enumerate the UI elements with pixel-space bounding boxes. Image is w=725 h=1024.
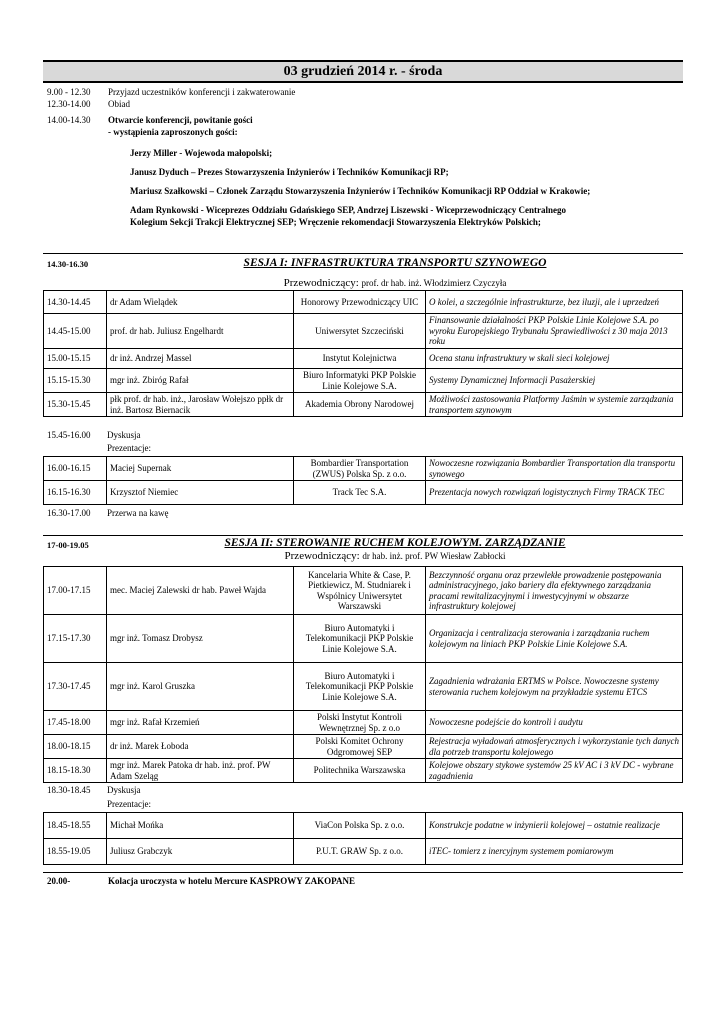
talk-speaker: mgr inż. Zbiróg Rafał [107, 369, 294, 393]
presentations-label: Prezentacje: [107, 799, 151, 809]
talk-topic: Kolejowe obszary stykowe systemów 25 kV AC i 3 kV DC - wybrane zagadnienia [426, 759, 683, 783]
divider [43, 872, 683, 873]
talk-speaker: dr inż. Marek Łoboda [107, 735, 294, 759]
table-row [44, 481, 683, 505]
talk-time: 18.55-19.05 [44, 839, 107, 865]
session2-table [43, 566, 683, 783]
closing-row [47, 876, 355, 886]
guest-line: Adam Rynkowski - Wiceprezes Oddziału Gdańskiego SEP, Andrzej Liszewski - Wiceprzewodniczący Centralnego [130, 205, 567, 215]
table-row [44, 393, 683, 417]
table-row [44, 735, 683, 759]
table-row [44, 839, 683, 865]
talk-topic: Prezentacja nowych rozwiązań logistycznych Firmy TRACK TEC [426, 481, 683, 505]
agenda-text: Przyjazd uczestników konferencji i zakwaterowanie [108, 87, 296, 97]
agenda-subtext: - wystąpienia zaproszonych gości: [108, 127, 238, 137]
session-time: 14.30-16.30 [47, 259, 89, 269]
talk-topic: Bezczynność organu oraz przewlekłe prowadzenie postępowania administracyjnego, jako bariery dla efektywnego zarządzania pracami rewitalizacyjnymi i inwestycyjnymi w obszarze infrastruktury kolejowej [426, 567, 683, 615]
talk-speaker: Juliusz Grabczyk [107, 839, 294, 865]
agenda-time: 9.00 - 12.30 [47, 87, 91, 97]
table-row [44, 615, 683, 663]
talk-topic: Konstrukcje podatne w inżynierii kolejowej – ostatnie realizacje [426, 813, 683, 839]
chair-label: Przewodniczący: [283, 277, 359, 289]
table-row [44, 759, 683, 783]
talk-time: 17.45-18.00 [44, 711, 107, 735]
table-row [44, 813, 683, 839]
talk-org: Polski Instytut Kontroli Wewnętrznej Sp. z o.o [294, 711, 426, 735]
talk-time: 14.30-14.45 [44, 291, 107, 314]
talk-time: 17.30-17.45 [44, 663, 107, 711]
talk-speaker: mgr inż. Rafał Krzemień [107, 711, 294, 735]
talk-speaker: dr inż. Andrzej Massel [107, 349, 294, 369]
table-row [44, 663, 683, 711]
chair-label: Przewodniczący: [284, 550, 360, 562]
divider [43, 253, 683, 254]
session-title: SESJA I: INFRASTRUKTURA TRANSPORTU SZYNOWEGO [243, 257, 547, 269]
talk-org: ViaCon Polska Sp. z o.o. [294, 813, 426, 839]
talk-org: Honorowy Przewodniczący UIC [294, 291, 426, 314]
discussion-time: 15.45-16.00 [47, 430, 91, 440]
agenda-text: Obiad [108, 99, 130, 109]
talk-speaker: Krzysztof Niemiec [107, 481, 294, 505]
talk-speaker: prof. dr hab. Juliusz Engelhardt [107, 314, 294, 349]
closing-text: Kolacja uroczysta w hotelu Mercure KASPROWY ZAKOPANE [108, 876, 355, 886]
talk-speaker: mgr inż. Marek Patoka dr hab. inż. prof. PW Adam Szeląg [107, 759, 294, 783]
talk-org: Biuro Automatyki i Telekomunikacji PKP Polskie Linie Kolejowe S.A. [294, 615, 426, 663]
table-row [44, 457, 683, 481]
chair-name: dr hab. inż. prof. PW Wiesław Zabłocki [362, 551, 506, 561]
session1-table [43, 290, 683, 417]
day-title: 03 grudzień 2014 r. - środa [43, 60, 683, 83]
agenda-time: 12.30-14.00 [47, 99, 91, 109]
session1-presentations-table [43, 456, 683, 505]
talk-topic: Zagadnienia wdrażania ERTMS w Polsce. Nowoczesne systemy sterowania ruchem kolejowym na przykładzie systemu ETCS [426, 663, 683, 711]
talk-time: 15.30-15.45 [44, 393, 107, 417]
talk-org: Akademia Obrony Narodowej [294, 393, 426, 417]
session-chair [200, 277, 590, 289]
talk-speaker: Maciej Supernak [107, 457, 294, 481]
table-row [44, 314, 683, 349]
agenda-text: Otwarcie konferencji, powitanie gości [108, 115, 253, 125]
talk-time: 15.00-15.15 [44, 349, 107, 369]
talk-topic: Systemy Dynamicznej Informacji Pasażerskiej [426, 369, 683, 393]
break-row [47, 507, 168, 519]
talk-time: 16.15-16.30 [44, 481, 107, 505]
discussion-time: 18.30-18.45 [47, 785, 91, 795]
talk-time: 16.00-16.15 [44, 457, 107, 481]
talk-org: Track Tec S.A. [294, 481, 426, 505]
talk-topic: O kolei, a szczególnie infrastrukturze, bez iluzji, ale i uprzedzeń [426, 291, 683, 314]
talk-time: 14.45-15.00 [44, 314, 107, 349]
talk-speaker: dr Adam Wielądek [107, 291, 294, 314]
talk-org: Polski Komitet Ochrony Odgromowej SEP [294, 735, 426, 759]
break-label: Przerwa na kawę [107, 508, 169, 518]
talk-time: 18.45-18.55 [44, 813, 107, 839]
discussion-row [47, 784, 141, 796]
presentations-row [47, 442, 151, 454]
talk-topic: Organizacja i centralizacja sterowania i zarządzania ruchem kolejowym na liniach PKP Polskie Linie Kolejowe S.A. [426, 615, 683, 663]
divider [43, 535, 683, 536]
talk-speaker: Michał Mońka [107, 813, 294, 839]
guest-line: Jerzy Miller - Wojewoda małopolski; [130, 148, 273, 158]
talk-time: 17.15-17.30 [44, 615, 107, 663]
table-row [44, 349, 683, 369]
agenda-time: 14.00-14.30 [47, 115, 91, 125]
guest-line: Mariusz Szałkowski – Członek Zarządu Stowarzyszenia Inżynierów i Techników Komunikacji RP Oddział w Krakowie; [130, 186, 591, 196]
session-title: SESJA II: STEROWANIE RUCHEM KOLEJOWYM. ZARZĄDZANIE [224, 537, 566, 549]
session2-presentations-table [43, 812, 683, 865]
discussion-row [47, 429, 141, 441]
guest-line: Janusz Dyduch – Prezes Stowarzyszenia Inżynierów i Techników Komunikacji RP; [130, 167, 449, 177]
talk-time: 17.00-17.15 [44, 567, 107, 615]
presentations-label: Prezentacje: [107, 443, 151, 453]
talk-org: Biuro Informatyki PKP Polskie Linie Kolejowe S.A. [294, 369, 426, 393]
talk-speaker: mec. Maciej Zalewski dr hab. Paweł Wajda [107, 567, 294, 615]
talk-org: P.U.T. GRAW Sp. z o.o. [294, 839, 426, 865]
break-time: 16.30-17.00 [47, 508, 91, 518]
table-row [44, 711, 683, 735]
talk-org: Instytut Kolejnictwa [294, 349, 426, 369]
talk-topic: Finansowanie działalności PKP Polskie Linie Kolejowe S.A. po wyroku Europejskiego Trybunału Sprawiedliwości z 30 maja 2013 roku [426, 314, 683, 349]
talk-topic: iTEC- tomierz z inercyjnym systemem pomiarowym [426, 839, 683, 865]
talk-org: Politechnika Warszawska [294, 759, 426, 783]
closing-time: 20.00- [47, 876, 71, 886]
talk-topic: Rejestracja wyładowań atmosferycznych i wykorzystanie tych danych dla potrzeb transportu kolejowego [426, 735, 683, 759]
talk-org: Bombardier Transportation (ZWUS) Polska Sp. z o.o. [294, 457, 426, 481]
talk-org: Kancelaria White & Case, P. Pietkiewicz, M. Studniarek i Wspólnicy Uniwersytet Warszawski [294, 567, 426, 615]
table-row [44, 369, 683, 393]
talk-speaker: płk prof. dr hab. inż., Jarosław Wołejszo ppłk dr inż. Bartosz Biernacik [107, 393, 294, 417]
talk-topic: Nowoczesne podejście do kontroli i audytu [426, 711, 683, 735]
talk-topic: Możliwości zastosowania Platformy Jaśmin w systemie zarządzania transportem szynowym [426, 393, 683, 417]
table-row [44, 291, 683, 314]
discussion-label: Dyskusja [107, 430, 141, 440]
talk-time: 18.15-18.30 [44, 759, 107, 783]
session-time: 17-00-19.05 [47, 540, 89, 550]
table-row [44, 567, 683, 615]
talk-speaker: mgr inż. Tomasz Drobysz [107, 615, 294, 663]
guest-line: Kolegium Sekcji Trakcji Elektrycznej SEP; Wręczenie rekomendacji Stowarzyszenia Elektryków Polskich; [130, 217, 541, 227]
discussion-label: Dyskusja [107, 785, 141, 795]
talk-time: 15.15-15.30 [44, 369, 107, 393]
talk-speaker: mgr inż. Karol Gruszka [107, 663, 294, 711]
chair-name: prof. dr hab. inż. Włodzimierz Czyczyła [361, 278, 507, 288]
talk-time: 18.00-18.15 [44, 735, 107, 759]
talk-org: Biuro Automatyki i Telekomunikacji PKP Polskie Linie Kolejowe S.A. [294, 663, 426, 711]
talk-topic: Nowoczesne rozwiązania Bombardier Transportation dla transportu synowego [426, 457, 683, 481]
talk-topic: Ocena stanu infrastruktury w skali sieci kolejowej [426, 349, 683, 369]
presentations-row [47, 798, 151, 810]
talk-org: Uniwersytet Szczeciński [294, 314, 426, 349]
session-chair [200, 550, 590, 562]
